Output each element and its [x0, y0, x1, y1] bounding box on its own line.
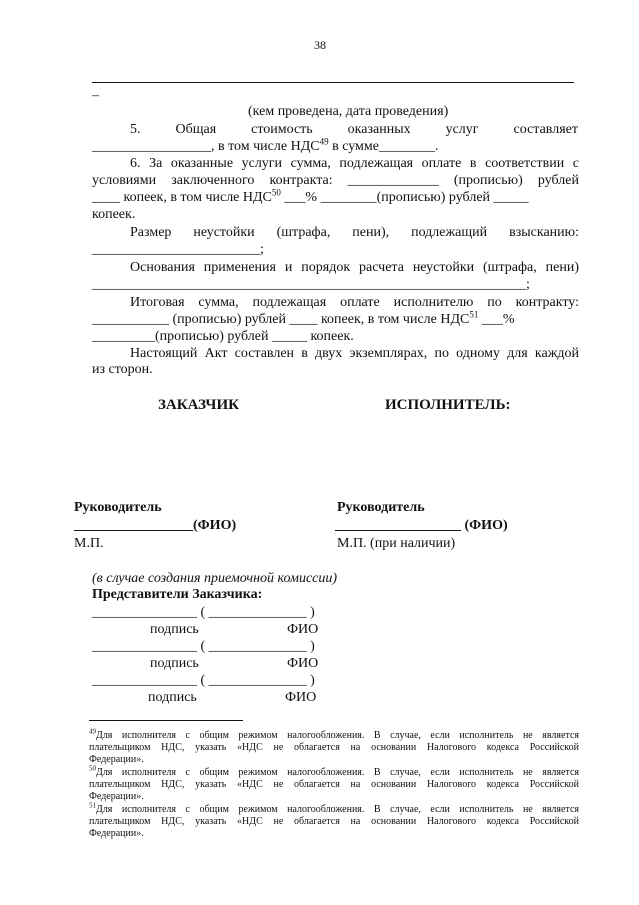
- rep-sign-caption-2: подпись: [150, 656, 199, 671]
- left-head-title: Руководитель: [74, 500, 162, 515]
- rep-line-3: _______________ ( ______________ ): [92, 673, 315, 688]
- total-line3: _________(прописью) рублей _____ копеек.: [92, 329, 354, 344]
- right-stamp: М.П. (при наличии): [337, 536, 456, 551]
- grounds-line1: Основания применения и порядок расчета неустойки (штрафа, пени): [130, 260, 579, 275]
- commission-title: Представители Заказчика:: [92, 587, 263, 602]
- footnote-separator: [89, 720, 243, 721]
- penalty-line1: Размер неустойки (штрафа, пени), подлежащий взысканию:: [130, 225, 579, 240]
- rep-fio-caption-2: ФИО: [287, 656, 319, 671]
- customer-heading: ЗАКАЗЧИК: [158, 397, 239, 413]
- fill-line: [92, 82, 574, 83]
- item5-line1: 5. Общая стоимость оказанных услуг составляет: [130, 122, 578, 137]
- item6-line2: условиями заключенного контракта: _____________ (прописью) рублей: [92, 173, 579, 188]
- item5-line2: _________________, в том числе НДС$^{49}$ в сумме________.: [92, 136, 439, 154]
- grounds-line2: ______________________________________________________________;: [92, 277, 530, 292]
- closing-line1: Настоящий Акт составлен в двух экземплярах, по одному для каждой: [130, 346, 579, 361]
- conducted-by-caption: (кем проведена, дата проведения): [248, 104, 449, 119]
- item6-line1: 6. За оказанные услуги сумма, подлежащая оплате в соответствии с: [130, 156, 579, 171]
- penalty-line2: ________________________;: [92, 242, 264, 257]
- item6-line3: ____ копеек, в том числе НДС$^{50}$ ___% ________(прописью) рублей _____: [92, 187, 529, 205]
- left-fio-line: _________________(ФИО): [74, 518, 237, 533]
- total-line1: Итоговая сумма, подлежащая оплате исполнителю по контракту:: [130, 295, 579, 310]
- right-fio-line: __________________ (ФИО): [335, 518, 508, 533]
- rep-sign-caption-3: подпись: [148, 690, 197, 705]
- rep-fio-caption-1: ФИО: [287, 622, 319, 637]
- closing-line2: из сторон.: [92, 362, 153, 377]
- rep-line-2: _______________ ( ______________ ): [92, 639, 315, 654]
- footnote-51: $^{51}$Для исполнителя с общим режимом налогообложения. В случае, если исполнитель не является плательщиком НДС, указать «НДС не облагается на основании Налогового кодекса Российской Федерации».: [89, 801, 579, 839]
- dash: –: [92, 88, 99, 103]
- commission-note: (в случае создания приемочной комиссии): [92, 571, 338, 586]
- total-line2: ___________ (прописью) рублей ____ копеек, в том числе НДС$^{51}$ ___%: [92, 309, 515, 327]
- rep-line-1: _______________ ( ______________ ): [92, 605, 315, 620]
- item6-line4: копеек.: [92, 207, 136, 222]
- contractor-heading: ИСПОЛНИТЕЛЬ:: [385, 397, 511, 413]
- right-head-title: Руководитель: [337, 500, 425, 515]
- footnote-49: $^{49}$Для исполнителя с общим режимом налогообложения. В случае, если исполнитель не является плательщиком НДС, указать «НДС не облагается на основании Налогового кодекса Российской Федерации».: [89, 727, 579, 765]
- rep-fio-caption-3: ФИО: [285, 690, 317, 705]
- rep-sign-caption-1: подпись: [150, 622, 199, 637]
- page-number: 38: [314, 38, 326, 52]
- footnote-50: $^{50}$Для исполнителя с общим режимом налогообложения. В случае, если исполнитель не является плательщиком НДС, указать «НДС не облагается на основании Налогового кодекса Российской Федерации».: [89, 764, 579, 802]
- left-stamp: М.П.: [74, 536, 104, 551]
